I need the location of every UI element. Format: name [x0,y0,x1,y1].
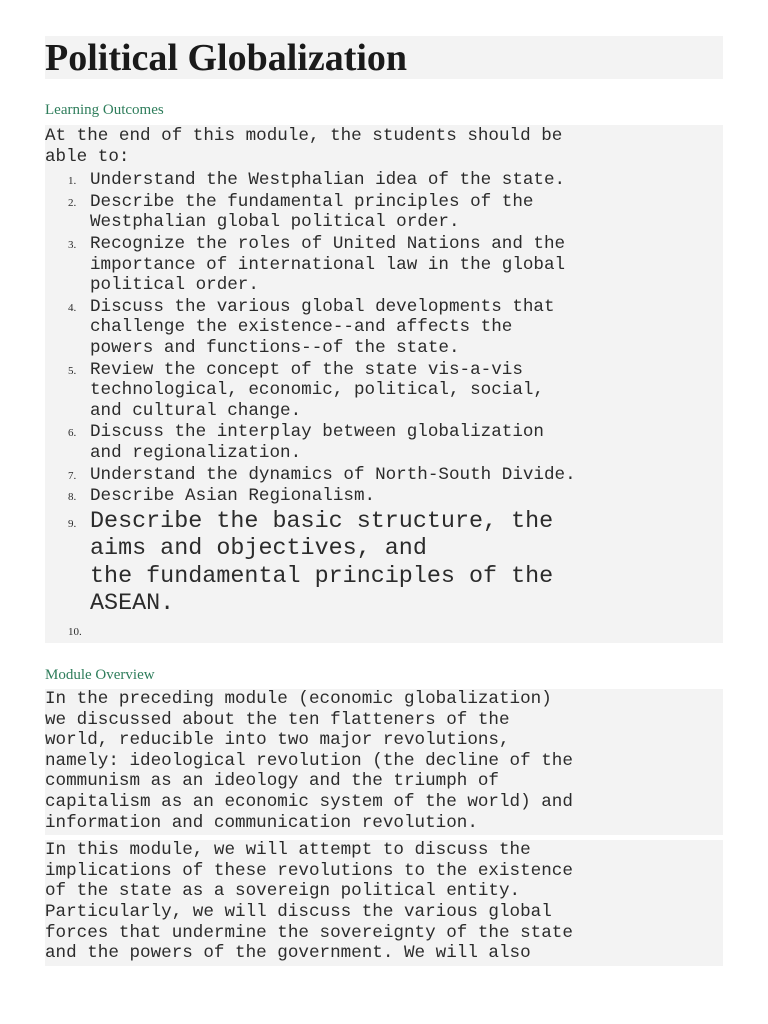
paragraph-line: we discussed about the ten flatteners of the [45,709,510,730]
paragraph-line: namely: ideological revolution (the decline of the [45,750,573,771]
list-item-line: powers and functions--of the state. [90,337,460,358]
paragraph-line: information and communication revolution. [45,812,478,833]
paragraph-line: In the preceding module (economic globalization) [45,689,552,710]
module-overview-heading: Module Overview [45,667,155,684]
learning-outcomes-block [45,125,723,643]
list-number: 3. [68,238,77,251]
learning-outcomes-heading: Learning Outcomes [45,102,164,118]
outcomes-list [45,167,723,638]
title-block [45,36,723,79]
list-item-line: Review the concept of the state vis-a-vis [90,359,523,380]
list-number: 5. [68,364,77,377]
list-number: 10. [68,626,82,639]
list-number: 7. [68,469,77,482]
overview-paragraph [45,689,723,835]
list-item-line: political order. [90,275,259,296]
paragraph-line: In this module, we will attempt to discuss the [45,840,531,861]
list-item [45,486,723,507]
list-item [45,297,723,359]
list-item [45,509,723,619]
paragraph-line: Particularly, we will discuss the various global [45,902,552,922]
list-item-line: importance of international law in the global [90,254,566,275]
list-number: 6. [68,427,77,440]
list-item-line: ASEAN. [90,591,175,618]
paragraph-line: communism as an ideology and the triumph of [45,771,499,792]
list-item-line: aims and objectives, and [90,536,427,563]
list-item-line: Discuss the interplay between globalization [90,422,544,443]
paragraph-line: forces that undermine the sovereignty of the state [45,922,573,943]
list-number: 8. [68,491,77,504]
list-item-line: Westphalian global political order. [90,212,460,233]
paragraph-line: world, reducible into two major revolutions, [45,730,510,751]
list-item [45,192,723,233]
list-item-line: Understand the dynamics of North-South Divide. [90,464,576,485]
paragraph-line: capitalism as an economic system of the world) and [45,792,573,813]
document-page [45,36,723,966]
paragraph-line: of the state as a sovereign political entity. [45,881,521,902]
list-number: 1. [68,175,77,188]
overview-paragraph [45,840,723,966]
list-number: 4. [68,301,77,314]
list-item [45,234,723,296]
list-item-line: and cultural change. [90,400,302,421]
list-item [45,620,723,638]
list-item-line: Discuss the various global developments that [90,296,555,317]
list-item-line: Describe the basic structure, the [90,508,554,535]
list-number: 2. [68,196,77,209]
list-item-line: challenge the existence--and affects the [90,317,513,338]
page-title: Political Globalization [45,37,408,79]
list-item-line: Recognize the roles of United Nations and the [90,233,566,254]
paragraph-line: implications of these revolutions to the existence [45,860,573,881]
list-item-line: Understand the Westphalian idea of the state. [90,170,566,191]
list-item [45,170,723,191]
list-item-line: Describe the fundamental principles of the [90,191,534,212]
list-item-line: the fundamental principles of the [90,563,554,590]
paragraph-line: and the powers of the government. We will also [45,943,531,964]
intro-line: able to: [45,146,130,167]
list-item [45,360,723,422]
list-item-line: Describe Asian Regionalism. [90,486,376,507]
list-item-line: and regionalization. [90,442,302,463]
list-item [45,422,723,463]
list-item-line: technological, economic, political, social, [90,380,544,401]
list-item [45,465,723,486]
list-number: 9. [68,517,77,530]
intro-line: At the end of this module, the students should be [45,126,563,146]
